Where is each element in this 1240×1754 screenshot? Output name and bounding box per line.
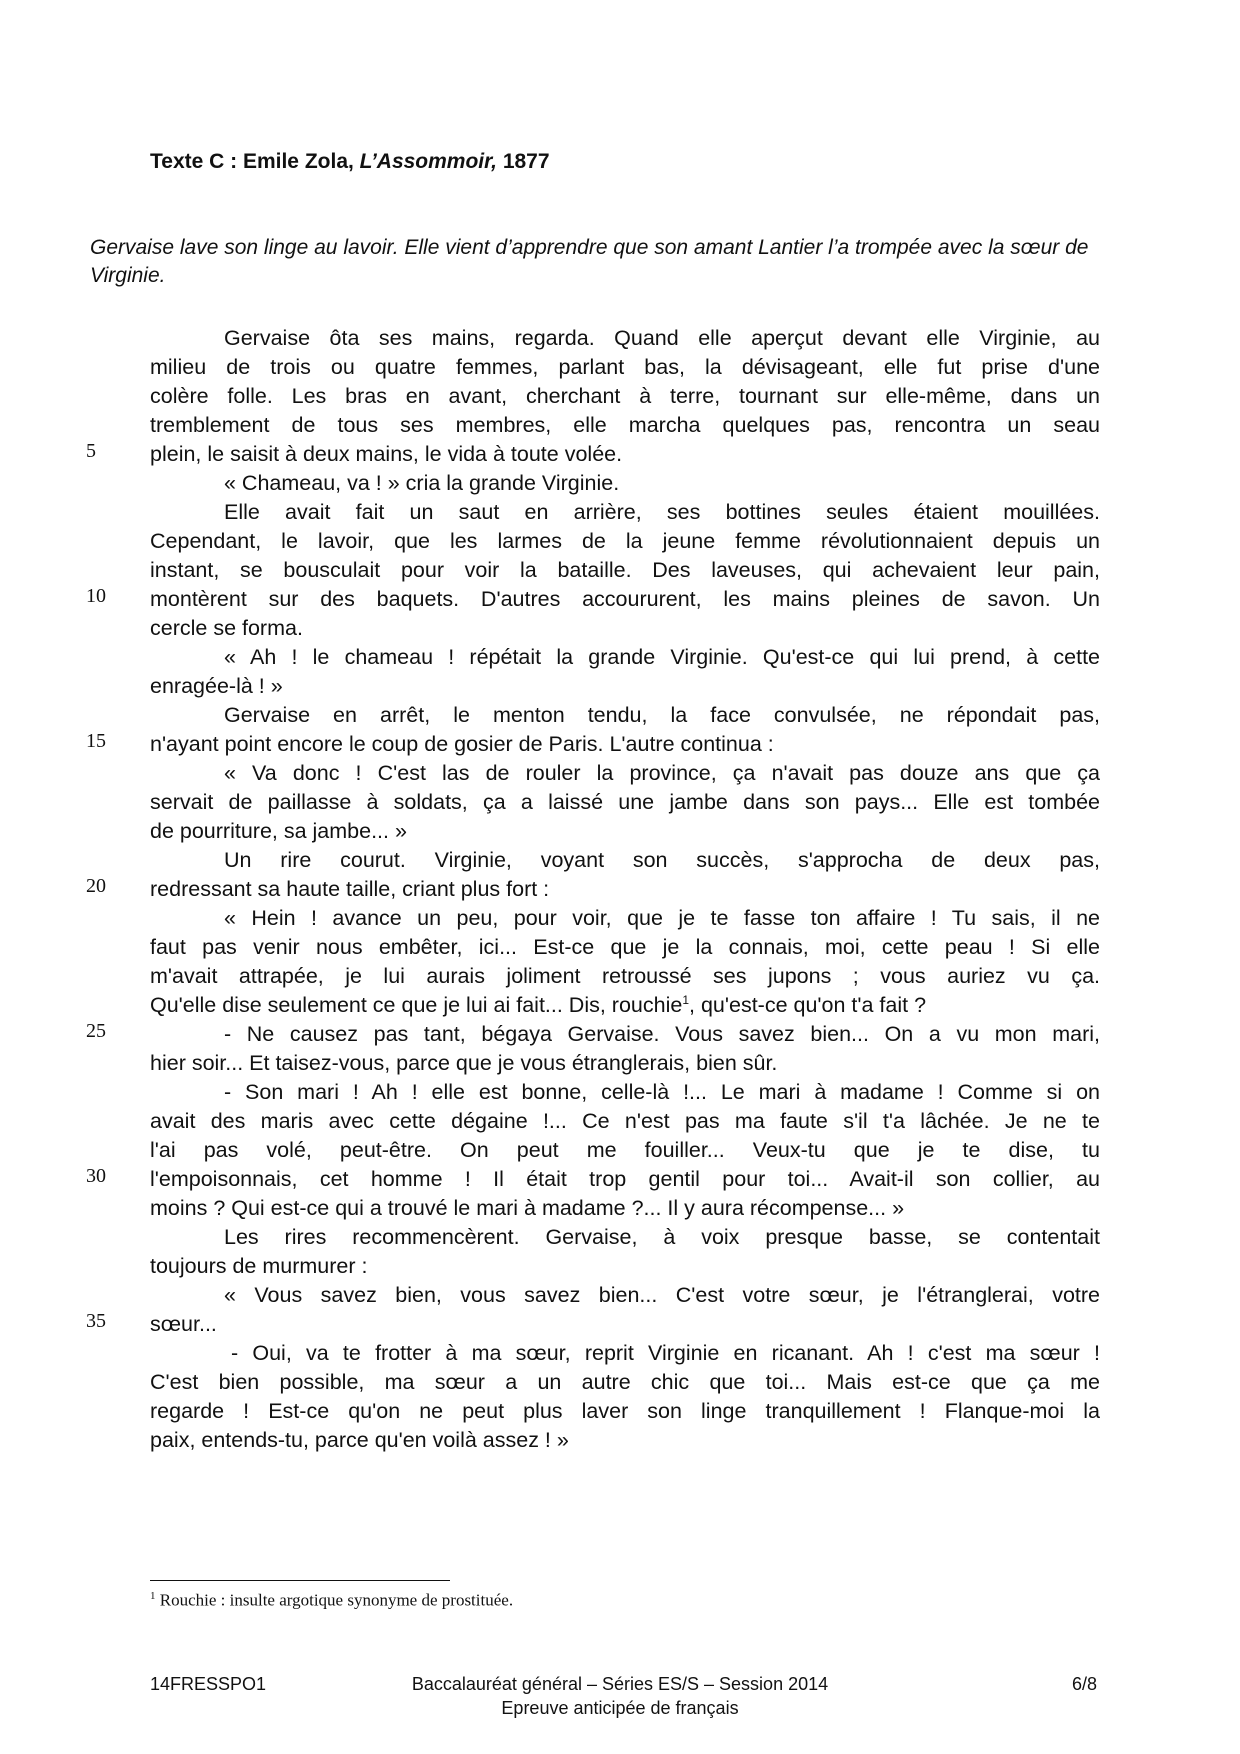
title-work: L’Assommoir,	[359, 150, 497, 173]
line-number: 15	[86, 730, 106, 752]
text-line: Elle avait fait un saut en arrière, ses bottines seules étaient mouillées.	[224, 500, 1100, 524]
text-line: cercle se forma.	[150, 616, 303, 640]
footnote	[150, 1590, 513, 1611]
text-line: « Hein ! avance un peu, pour voir, que je te fasse ton affaire ! Tu sais, il ne	[224, 906, 1100, 930]
text-line: « Va donc ! C'est las de rouler la province, ça n'avait pas douze ans que ça	[224, 761, 1100, 785]
footnote-number: 1	[150, 1590, 156, 1602]
text-line: montèrent sur des baquets. D'autres accoururent, les mains pleines de savon. Un	[150, 587, 1100, 611]
footnote-marker: 1	[682, 992, 690, 1007]
page-title	[150, 150, 550, 174]
text-line: Gervaise en arrêt, le menton tendu, la face convulsée, ne répondait pas,	[224, 703, 1100, 727]
line-number: 25	[86, 1020, 106, 1042]
text-line: sœur...	[150, 1312, 217, 1336]
text-line: n'ayant point encore le coup de gosier de Paris. L'autre continua :	[150, 732, 774, 756]
text-line: tremblement de tous ses membres, elle marcha quelques pas, rencontra un seau	[150, 413, 1100, 437]
text-line: de pourriture, sa jambe... »	[150, 819, 407, 843]
text-line: enragée-là ! »	[150, 674, 283, 698]
footnote-divider	[150, 1580, 450, 1581]
text-body	[150, 324, 1100, 1455]
text-line: C'est bien possible, ma sœur a un autre chic que toi... Mais est-ce que ça me	[150, 1370, 1100, 1394]
text-line: redressant sa haute taille, criant plus fort :	[150, 877, 550, 901]
text-line: - Oui, va te frotter à ma sœur, reprit Virginie en ricanant. Ah ! c'est ma sœur !	[231, 1341, 1100, 1365]
text-line: « Vous savez bien, vous savez bien... C'est votre sœur, je l'étranglerai, votre	[224, 1283, 1100, 1307]
footer-exam	[380, 1672, 860, 1720]
text-line: « Chameau, va ! » cria la grande Virginie.	[224, 471, 620, 495]
text-line-part: Qu'elle dise seulement ce que je lui ai fait... Dis, rouchie	[150, 993, 683, 1017]
text-line: milieu de trois ou quatre femmes, parlant bas, la dévisageant, elle fut prise d'une	[150, 355, 1100, 379]
text-line: plein, le saisit à deux mains, le vida à toute volée.	[150, 442, 623, 466]
intro-text: Gervaise lave son linge au lavoir. Elle vient d’apprendre que son amant Lantier l’a trompée avec la sœur de Virginie.	[90, 236, 1089, 287]
text-line: instant, se bousculait pour voir la bataille. Des laveuses, qui achevaient leur pain,	[150, 558, 1100, 582]
text-line: m'avait attrapée, je lui aurais joliment retroussé ses jupons ; vous auriez vu ça.	[150, 964, 1100, 988]
line-number: 30	[86, 1165, 106, 1187]
text-line: faut pas venir nous embêter, ici... Est-ce que je la connais, moi, cette peau ! Si elle	[150, 935, 1100, 959]
text-line: Gervaise ôta ses mains, regarda. Quand elle aperçut devant elle Virginie, au	[224, 326, 1100, 350]
text-line: - Son mari ! Ah ! elle est bonne, celle-là !... Le mari à madame ! Comme si on	[224, 1080, 1100, 1104]
line-number: 10	[86, 585, 106, 607]
page-number: 6/8	[1072, 1674, 1098, 1694]
text-line: colère folle. Les bras en avant, cherchant à terre, tournant sur elle-même, dans un	[150, 384, 1100, 408]
footer-code: 14FRESSPO1	[150, 1674, 267, 1694]
text-line: moins ? Qui est-ce qui a trouvé le mari à madame ?... Il y aura récompense... »	[150, 1196, 905, 1220]
text-line: regarde ! Est-ce qu'on ne peut plus laver son linge tranquillement ! Flanque-moi la	[150, 1399, 1100, 1423]
line-number: 35	[86, 1310, 106, 1332]
text-line: toujours de murmurer :	[150, 1254, 368, 1278]
text-line-part: , qu'est-ce qu'on t'a fait ?	[689, 993, 927, 1017]
text-line: Les rires recommencèrent. Gervaise, à voix presque basse, se contentait	[224, 1225, 1100, 1249]
text-line: Un rire courut. Virginie, voyant son succès, s'approcha de deux pas,	[224, 848, 1100, 872]
text-line: l'ai pas volé, peut-être. On peut me fouiller... Veux-tu que je te dise, tu	[150, 1138, 1100, 1162]
title-year: 1877	[496, 150, 550, 173]
text-line: « Ah ! le chameau ! répétait la grande Virginie. Qu'est-ce qui lui prend, à cette	[224, 645, 1100, 669]
text-line: - Ne causez pas tant, bégaya Gervaise. Vous savez bien... On a vu mon mari,	[224, 1022, 1100, 1046]
footer-exam-subtitle: Epreuve anticipée de français	[501, 1698, 739, 1718]
text-line: paix, entends-tu, parce qu'en voilà assez ! »	[150, 1428, 569, 1452]
text-line: Cependant, le lavoir, que les larmes de la jeune femme révolutionnaient depuis un	[150, 529, 1100, 553]
text-line: servait de paillasse à soldats, ça a laissé une jambe dans son pays... Elle est tombée	[150, 790, 1100, 814]
line-number: 20	[86, 875, 106, 897]
line-number: 5	[86, 440, 96, 462]
footer-exam-title: Baccalauréat général – Séries ES/S – Session 2014	[411, 1674, 829, 1694]
text-line: hier soir... Et taisez-vous, parce que je vous étranglerais, bien sûr.	[150, 1051, 778, 1075]
text-line: l'empoisonnais, cet homme ! Il était trop gentil pour toi... Avait-il son collier, au	[150, 1167, 1100, 1191]
title-prefix: Texte C : Emile Zola,	[150, 150, 360, 173]
text-line-with-footnote	[150, 991, 1100, 1020]
text-line: avait des maris avec cette dégaine !... Ce n'est pas ma faute s'il t'a lâchée. Je ne te	[150, 1109, 1100, 1133]
footnote-text: Rouchie : insulte argotique synonyme de prostituée.	[155, 1590, 514, 1610]
